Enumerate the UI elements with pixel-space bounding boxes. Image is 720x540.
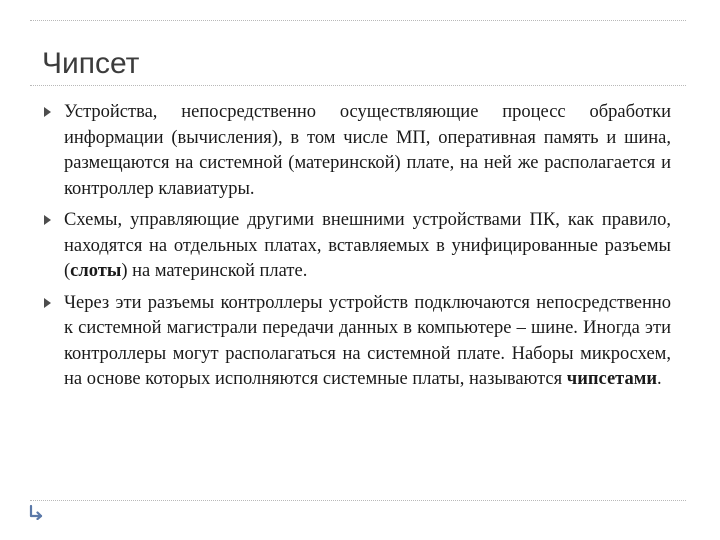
slide-title: Чипсет — [42, 47, 140, 80]
bullet-item — [44, 208, 671, 285]
bullet-text-before: Схемы, управляющие другими внешними устройствами ПК, как правило, находятся на отдельных платах, вставляемых в унифицированные разъемы ( — [64, 210, 671, 281]
bold-term: слоты — [70, 261, 122, 281]
bottom-divider — [30, 500, 686, 501]
top-divider — [30, 20, 686, 21]
bullet-text-after: ) на материнской плате. — [121, 261, 308, 281]
bullet-list — [44, 100, 671, 399]
bullet-text-before: Через эти разъемы контроллеры устройств подключаются непосредственно к системной магистрали передачи данных в компьютере – шине. Иногда эти контроллеры могут располагаться на системной плате. Наборы микросхем, на основе которых исполняются системные платы, называются — [64, 292, 671, 389]
triangle-right-icon — [44, 107, 51, 117]
bullet-text: Устройства, непосредственно осуществляющие процесс обработки информации (вычисления), в том числе МП, оперативная память и шина, размещаются на системной (материнской) плате, на ней же располагается и контроллер клавиатуры. — [64, 102, 671, 199]
bold-term: чипсетами — [566, 369, 658, 389]
bullet-item — [44, 100, 671, 202]
title-divider — [30, 85, 686, 86]
arrow-down-right-icon[interactable] — [28, 504, 44, 520]
bullet-text-after: . — [657, 369, 662, 389]
triangle-right-icon — [44, 298, 51, 308]
bullet-item — [44, 291, 671, 393]
bullet-text — [64, 293, 671, 390]
bullet-text — [64, 210, 671, 281]
triangle-right-icon — [44, 215, 51, 225]
